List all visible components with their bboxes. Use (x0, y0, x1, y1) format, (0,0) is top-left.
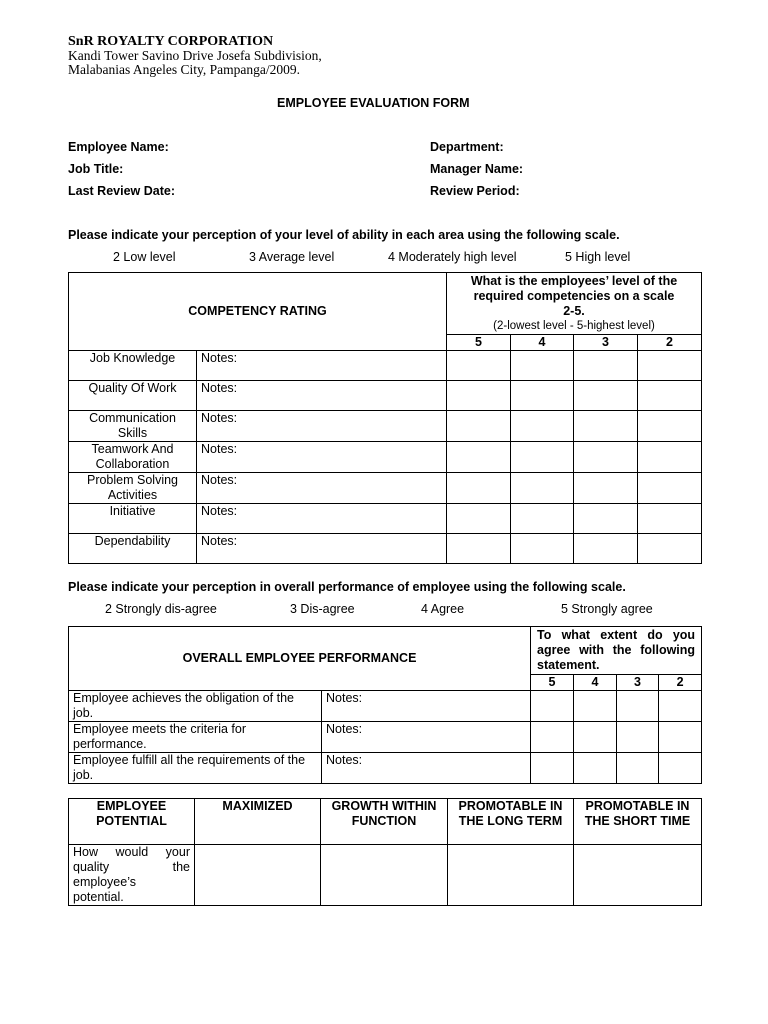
rating-cell-2[interactable] (638, 411, 702, 442)
rating-cell-2[interactable] (638, 473, 702, 504)
competency-row (69, 473, 702, 504)
rating-cell-5[interactable] (447, 351, 511, 381)
rating-cell-3[interactable] (617, 722, 659, 753)
potential-cell-long-term[interactable] (448, 845, 574, 906)
last-review-date-label: Last Review Date: (68, 184, 175, 198)
promotable-short-time-header: PROMOTABLE IN THE SHORT TIME (574, 799, 702, 845)
competency-scale-4: 4 Moderately high level (388, 250, 517, 264)
performance-notes-field[interactable]: Notes: (322, 691, 531, 722)
rating-cell-4[interactable] (574, 722, 617, 753)
rating-cell-5[interactable] (447, 411, 511, 442)
performance-row (69, 722, 702, 753)
competency-name: Initiative (69, 504, 197, 534)
rating-cell-4[interactable] (574, 753, 617, 784)
employee-potential-header: EMPLOYEE POTENTIAL (69, 799, 195, 845)
rating-cell-5[interactable] (531, 691, 574, 722)
competency-col-2: 2 (638, 335, 702, 351)
competency-row (69, 351, 702, 381)
competency-notes-field[interactable]: Notes: (197, 442, 447, 473)
competency-name: Dependability (69, 534, 197, 564)
competency-name: Job Knowledge (69, 351, 197, 381)
performance-col-5: 5 (531, 675, 574, 691)
performance-col-4: 4 (574, 675, 617, 691)
manager-name-label: Manager Name: (430, 162, 524, 176)
competency-row (69, 442, 702, 473)
competency-notes-field[interactable]: Notes: (197, 534, 447, 564)
rating-cell-5[interactable] (447, 534, 511, 564)
rating-cell-2[interactable] (638, 351, 702, 381)
rating-cell-5[interactable] (447, 381, 511, 411)
rating-cell-4[interactable] (511, 442, 574, 473)
rating-cell-5[interactable] (447, 473, 511, 504)
performance-scale-3: 3 Dis-agree (290, 602, 355, 616)
performance-scale-2: 2 Strongly dis-agree (105, 602, 217, 616)
department-label: Department: (430, 140, 504, 154)
review-period-label: Review Period: (430, 184, 520, 198)
competency-notes-field[interactable]: Notes: (197, 411, 447, 442)
rating-cell-3[interactable] (574, 381, 638, 411)
rating-cell-3[interactable] (617, 753, 659, 784)
rating-cell-2[interactable] (638, 534, 702, 564)
competency-notes-field[interactable]: Notes: (197, 504, 447, 534)
company-name: SnR ROYALTY CORPORATION (68, 34, 274, 49)
rating-cell-4[interactable] (511, 351, 574, 381)
rating-cell-3[interactable] (617, 691, 659, 722)
rating-cell-4[interactable] (511, 473, 574, 504)
potential-question: How would your quality the employee’s potential. (69, 845, 195, 906)
maximized-header: MAXIMIZED (195, 799, 321, 845)
rating-cell-3[interactable] (574, 534, 638, 564)
performance-row (69, 691, 702, 722)
performance-table (68, 626, 702, 784)
rating-cell-5[interactable] (447, 442, 511, 473)
competency-scale-header-line2: required competencies on a scale (473, 289, 675, 303)
competency-scale-header (447, 273, 702, 335)
performance-col-3: 3 (617, 675, 659, 691)
rating-cell-2[interactable] (638, 442, 702, 473)
competency-row (69, 381, 702, 411)
competency-row (69, 504, 702, 534)
competency-notes-field[interactable]: Notes: (197, 351, 447, 381)
performance-row (69, 753, 702, 784)
competency-scale-header-line1: What is the employees’ level of the (470, 274, 678, 288)
rating-cell-5[interactable] (531, 753, 574, 784)
competency-scale-5: 5 High level (565, 250, 631, 264)
performance-notes-field[interactable]: Notes: (322, 753, 531, 784)
competency-name: Problem Solving Activities (69, 473, 197, 504)
company-address-line2: Malabanias Angeles City, Pampanga/2009. (68, 62, 300, 77)
competency-name: Quality Of Work (69, 381, 197, 411)
competency-rating-header: COMPETENCY RATING (69, 273, 447, 351)
overall-performance-header: OVERALL EMPLOYEE PERFORMANCE (69, 627, 531, 691)
rating-cell-4[interactable] (574, 691, 617, 722)
competency-name: Teamwork And Collaboration (69, 442, 197, 473)
employee-name-label: Employee Name: (68, 140, 169, 154)
competency-scale-2: 2 Low level (113, 250, 176, 264)
rating-cell-2[interactable] (638, 504, 702, 534)
rating-cell-2[interactable] (659, 753, 702, 784)
performance-instruction: Please indicate your perception in overall performance of employee using the following scale. (68, 580, 626, 594)
growth-within-function-header: GROWTH WITHIN FUNCTION (321, 799, 448, 845)
competency-notes-field[interactable]: Notes: (197, 381, 447, 411)
performance-statement: Employee achieves the obligation of the job. (69, 691, 322, 722)
performance-notes-field[interactable]: Notes: (322, 722, 531, 753)
competency-col-5: 5 (447, 335, 511, 351)
competency-col-4: 4 (511, 335, 574, 351)
rating-cell-4[interactable] (511, 534, 574, 564)
rating-cell-3[interactable] (574, 442, 638, 473)
competency-notes-field[interactable]: Notes: (197, 473, 447, 504)
agreement-header: To what extent do you agree with the following statement. (531, 627, 702, 675)
rating-cell-3[interactable] (574, 504, 638, 534)
potential-cell-growth[interactable] (321, 845, 448, 906)
competency-scale-note: (2-lowest level - 5-highest level) (493, 320, 655, 332)
performance-scale-5: 5 Strongly agree (561, 602, 653, 616)
competency-name: Communication Skills (69, 411, 197, 442)
potential-cell-short-time[interactable] (574, 845, 702, 906)
promotable-long-term-header: PROMOTABLE IN THE LONG TERM (448, 799, 574, 845)
rating-cell-3[interactable] (574, 411, 638, 442)
performance-statement: Employee fulfill all the requirements of the job. (69, 753, 322, 784)
performance-statement: Employee meets the criteria for performance. (69, 722, 322, 753)
competency-col-3: 3 (574, 335, 638, 351)
rating-cell-4[interactable] (511, 504, 574, 534)
form-title: EMPLOYEE EVALUATION FORM (277, 96, 470, 110)
potential-cell-maximized[interactable] (195, 845, 321, 906)
potential-row (69, 845, 702, 906)
competency-row (69, 534, 702, 564)
performance-scale-4: 4 Agree (421, 602, 465, 616)
rating-cell-5[interactable] (447, 504, 511, 534)
job-title-label: Job Title: (68, 162, 124, 176)
rating-cell-3[interactable] (574, 351, 638, 381)
competency-row (69, 411, 702, 442)
competency-scale-header-line3: 2-5. (563, 304, 585, 318)
company-address-line1: Kandi Tower Savino Drive Josefa Subdivision, (68, 48, 322, 63)
rating-cell-2[interactable] (659, 722, 702, 753)
competency-instruction: Please indicate your perception of your level of ability in each area using the following scale. (68, 228, 620, 242)
performance-col-2: 2 (659, 675, 702, 691)
rating-cell-2[interactable] (659, 691, 702, 722)
rating-cell-2[interactable] (638, 381, 702, 411)
potential-table (68, 798, 702, 906)
competency-table (68, 272, 702, 564)
competency-scale-3: 3 Average level (249, 250, 335, 264)
rating-cell-4[interactable] (511, 411, 574, 442)
rating-cell-3[interactable] (574, 473, 638, 504)
rating-cell-5[interactable] (531, 722, 574, 753)
rating-cell-4[interactable] (511, 381, 574, 411)
